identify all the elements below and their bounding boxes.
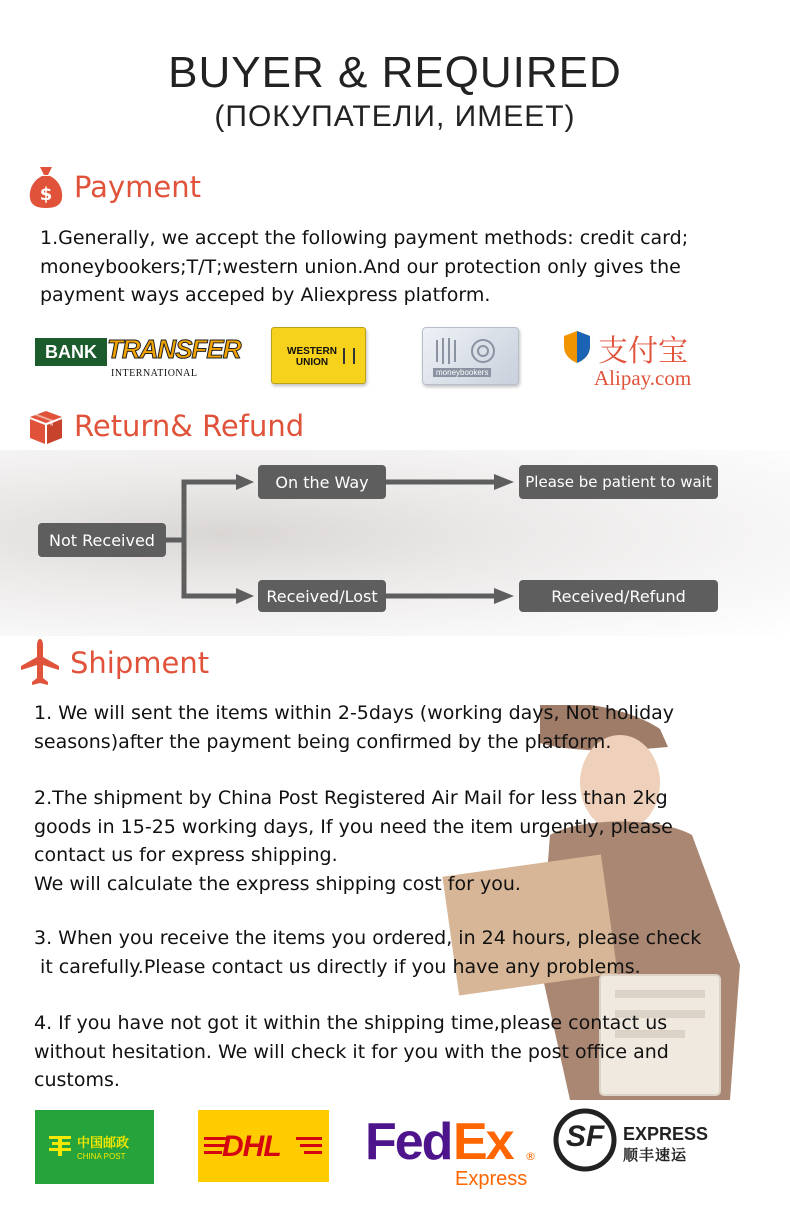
alipay-logo bbox=[562, 326, 727, 390]
shipment-line: contact us for express shipping. bbox=[34, 844, 338, 866]
dhl-text: DHL bbox=[222, 1130, 281, 1163]
shipment-line: it carefully.Please contact us directly if you have any problems. bbox=[34, 955, 641, 978]
moneybookers-logo bbox=[422, 327, 519, 385]
flow-received-lost: Received/Lost bbox=[258, 580, 386, 612]
fedex-registered-mark: ® bbox=[525, 1150, 536, 1163]
flow-be-patient: Please be patient to wait bbox=[519, 465, 718, 499]
payment-heading-label: Payment bbox=[74, 170, 201, 204]
shipment-heading bbox=[20, 637, 209, 689]
page-subtitle: (ПОКУПАТЕЛИ, ИМЕЕТ) bbox=[214, 100, 576, 133]
transfer-logo-text: TRANSFER bbox=[107, 334, 241, 364]
alipay-en-text: Alipay.com bbox=[594, 366, 692, 390]
sf-cn-text: 顺丰速运 bbox=[623, 1146, 688, 1164]
payment-line: 1.Generally, we accept the following payment methods: credit card; bbox=[40, 227, 689, 249]
shield-icon bbox=[562, 330, 592, 364]
western-union-text bbox=[282, 346, 342, 368]
china-post-en-text: CHINA POST bbox=[77, 1152, 126, 1161]
shipment-heading-label: Shipment bbox=[70, 646, 210, 680]
flow-on-the-way: On the Way bbox=[258, 465, 386, 499]
shipment-line: 1. We will sent the items within 2-5days (working days, Not holiday bbox=[34, 702, 675, 724]
sf-mark-text: SF bbox=[565, 1120, 605, 1153]
moneybookers-mark-icon bbox=[423, 330, 520, 370]
shipment-line: 4. If you have not got it within the shipping time,please contact us bbox=[34, 1012, 668, 1034]
bank-transfer-logo bbox=[35, 334, 241, 382]
china-post-emblem-icon bbox=[47, 1132, 73, 1158]
payment-paragraph bbox=[40, 224, 688, 310]
sf-express-logo bbox=[553, 1108, 713, 1180]
fedex-logo bbox=[365, 1112, 540, 1192]
moneybookers-label: moneybookers bbox=[433, 368, 491, 377]
shipment-line: without hesitation. We will check it for you with the post office and bbox=[34, 1040, 669, 1063]
flow-received-refund: Received/Refund bbox=[519, 580, 718, 612]
money-bag-icon bbox=[28, 165, 64, 209]
fedex-fed-text: Fed bbox=[365, 1113, 452, 1171]
western-union-bars-icon bbox=[343, 348, 355, 364]
shipment-line: customs. bbox=[34, 1069, 120, 1091]
gift-box-icon bbox=[28, 407, 64, 445]
shipment-line: seasons)after the payment being confirmed by the platform. bbox=[34, 730, 612, 753]
payment-line: payment ways acceped by Aliexpress platform. bbox=[40, 284, 491, 306]
shipment-paragraph-1 bbox=[34, 699, 674, 756]
bank-logo-text: BANK bbox=[45, 341, 97, 362]
flow-not-received: Not Received bbox=[38, 523, 166, 557]
shipment-line: We will calculate the express shipping cost for you. bbox=[34, 872, 521, 895]
payment-heading bbox=[28, 165, 201, 209]
alipay-cn-text: 支付宝 bbox=[598, 334, 688, 369]
fedex-sub-text: Express bbox=[455, 1168, 528, 1190]
page-title: BUYER & REQUIRED bbox=[168, 48, 622, 97]
shipment-line: 2.The shipment by China Post Registered Air Mail for less than 2kg bbox=[34, 787, 668, 809]
shipment-paragraph-3 bbox=[34, 924, 701, 981]
shipment-line: 3. When you receive the items you ordered, in 24 hours, please check bbox=[34, 927, 702, 949]
shipment-paragraph-2 bbox=[34, 784, 673, 898]
western-union-line: UNION bbox=[295, 357, 329, 368]
fedex-ex-text: Ex bbox=[453, 1113, 513, 1171]
refund-heading bbox=[28, 407, 304, 445]
refund-heading-label: Return& Refund bbox=[74, 409, 305, 443]
svg-text:$: $ bbox=[39, 184, 53, 205]
sf-en-text: EXPRESS bbox=[623, 1124, 709, 1144]
airplane-icon bbox=[20, 637, 60, 689]
china-post-logo bbox=[35, 1110, 154, 1184]
shipment-line: goods in 15-25 working days, If you need the item urgently, please bbox=[34, 815, 673, 838]
payment-line: moneybookers;T/T;western union.And our protection only gives the bbox=[40, 255, 681, 278]
shipment-paragraph-4 bbox=[34, 1009, 669, 1095]
international-logo-text: INTERNATIONAL bbox=[111, 368, 198, 379]
western-union-line: WESTERN bbox=[287, 346, 337, 357]
dhl-logo bbox=[198, 1110, 329, 1182]
china-post-cn-text: 中国邮政 bbox=[77, 1136, 130, 1151]
western-union-logo bbox=[271, 327, 366, 384]
